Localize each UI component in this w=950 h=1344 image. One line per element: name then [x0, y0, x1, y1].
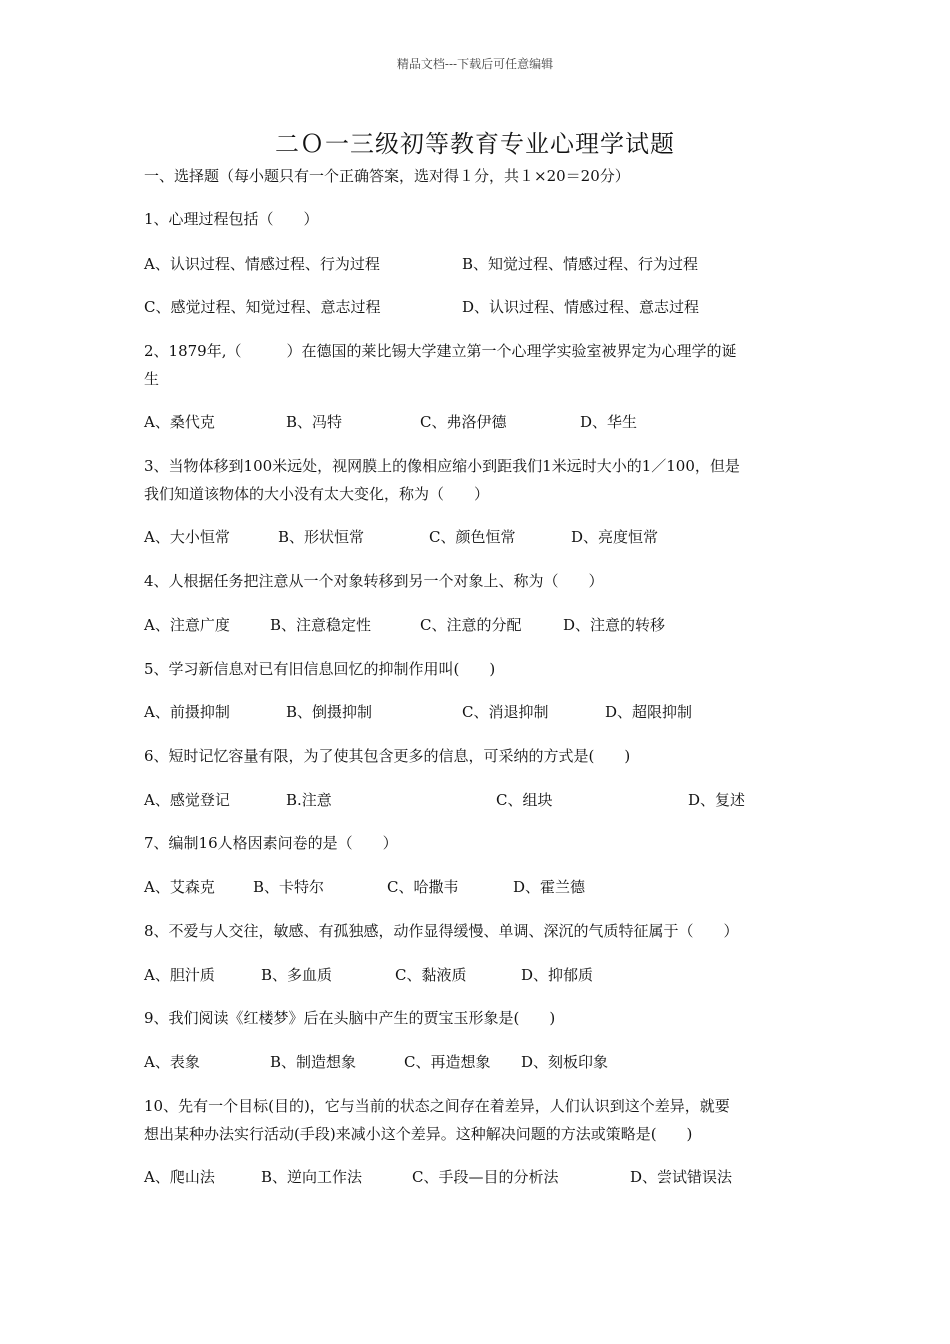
question-5-option-d: D、超限抑制	[605, 703, 693, 721]
question-2-option-a: A、桑代克	[144, 413, 215, 431]
question-4-option-b: B、注意稳定性	[270, 616, 372, 634]
question-1-option-a: A、认识过程、情感过程、行为过程	[144, 255, 380, 273]
question-9-option-d: D、刻板印象	[521, 1053, 609, 1071]
question-10-option-b: B、逆向工作法	[261, 1168, 363, 1186]
question-2-stem-line-1: 2、1879年,（ ）在德国的莱比锡大学建立第一个心理学实验室被界定为心理学的诞	[144, 342, 737, 360]
question-8-option-d: D、抑郁质	[521, 966, 594, 984]
question-5-option-a: A、前摄抑制	[144, 703, 230, 721]
question-10-option-c: C、手段—目的分析法	[412, 1168, 559, 1186]
document-title: 二Ｏ一三级初等教育专业心理学试题	[275, 130, 675, 158]
question-4-stem: 4、人根据任务把注意从一个对象转移到另一个对象上、称为（ ）	[144, 572, 604, 590]
question-8-stem: 8、不爱与人交往，敏感、有孤独感，动作显得缓慢、单调、深沉的气质特征属于（ ）	[144, 922, 739, 940]
question-8-option-b: B、多血质	[261, 966, 333, 984]
question-10-option-a: A、爬山法	[144, 1168, 215, 1186]
question-10-stem-line-1: 10、先有一个目标(目的)，它与当前的状态之间存在着差异，人们认识到这个差异，就要	[144, 1097, 730, 1115]
question-10-stem-line-2: 想出某种办法实行活动(手段)来减小这个差异。这种解决问题的方法或策略是( )	[144, 1125, 693, 1143]
question-7-option-c: C、哈撒韦	[387, 878, 459, 896]
question-6-option-d: D、复述	[688, 791, 746, 809]
question-4-option-d: D、注意的转移	[563, 616, 666, 634]
question-7-option-b: B、卡特尔	[253, 878, 325, 896]
question-9-option-a: A、表象	[144, 1053, 200, 1071]
question-9-option-b: B、制造想象	[270, 1053, 357, 1071]
question-3-option-b: B、形状恒常	[278, 528, 365, 546]
question-7-option-a: A、艾森克	[144, 878, 215, 896]
question-3-option-c: C、颜色恒常	[429, 528, 516, 546]
question-2-stem-line-2: 生	[144, 370, 160, 388]
question-6-option-a: A、感觉登记	[144, 791, 230, 809]
question-2-option-c: C、弗洛伊德	[420, 413, 507, 431]
question-3-stem-line-2: 我们知道该物体的大小没有太大变化，称为（ ）	[144, 485, 490, 503]
question-1-option-c: C、感觉过程、知觉过程、意志过程	[144, 298, 381, 316]
question-4-option-a: A、注意广度	[144, 616, 230, 634]
question-3-option-d: D、亮度恒常	[571, 528, 659, 546]
question-7-option-d: D、霍兰德	[513, 878, 586, 896]
question-8-option-a: A、胆汁质	[144, 966, 215, 984]
question-8-option-c: C、黏液质	[395, 966, 467, 984]
question-5-stem: 5、学习新信息对已有旧信息回忆的抑制作用叫( )	[144, 660, 496, 678]
question-3-stem-line-1: 3、当物体移到100米远处，视网膜上的像相应缩小到距我们1米远时大小的1／100，但是	[144, 457, 740, 475]
question-5-option-b: B、倒摄抑制	[286, 703, 373, 721]
question-1-stem: 1、心理过程包括（ ）	[144, 210, 319, 228]
question-9-stem: 9、我们阅读《红楼梦》后在头脑中产生的贾宝玉形象是( )	[144, 1009, 556, 1027]
question-2-option-d: D、华生	[580, 413, 638, 431]
section-heading: 一、选择题（每小题只有一个正确答案，选对得１分，共１×20＝20分）	[144, 167, 630, 185]
question-5-option-c: C、消退抑制	[462, 703, 549, 721]
header-note: 精品文档---下载后可任意编辑	[396, 57, 554, 71]
question-3-option-a: A、大小恒常	[144, 528, 230, 546]
question-6-option-c: C、组块	[496, 791, 553, 809]
question-7-stem: 7、编制16人格因素问卷的是（ ）	[144, 834, 398, 852]
question-6-stem: 6、短时记忆容量有限，为了使其包含更多的信息，可采纳的方式是( )	[144, 747, 631, 765]
question-9-option-c: C、再造想象	[404, 1053, 491, 1071]
question-2-option-b: B、冯特	[286, 413, 343, 431]
question-10-option-d: D、尝试错误法	[630, 1168, 733, 1186]
question-4-option-c: C、注意的分配	[420, 616, 522, 634]
question-1-option-b: B、知觉过程、情感过程、行为过程	[462, 255, 699, 273]
question-6-option-b: B.注意	[286, 791, 332, 809]
question-1-option-d: D、认识过程、情感过程、意志过程	[462, 298, 700, 316]
